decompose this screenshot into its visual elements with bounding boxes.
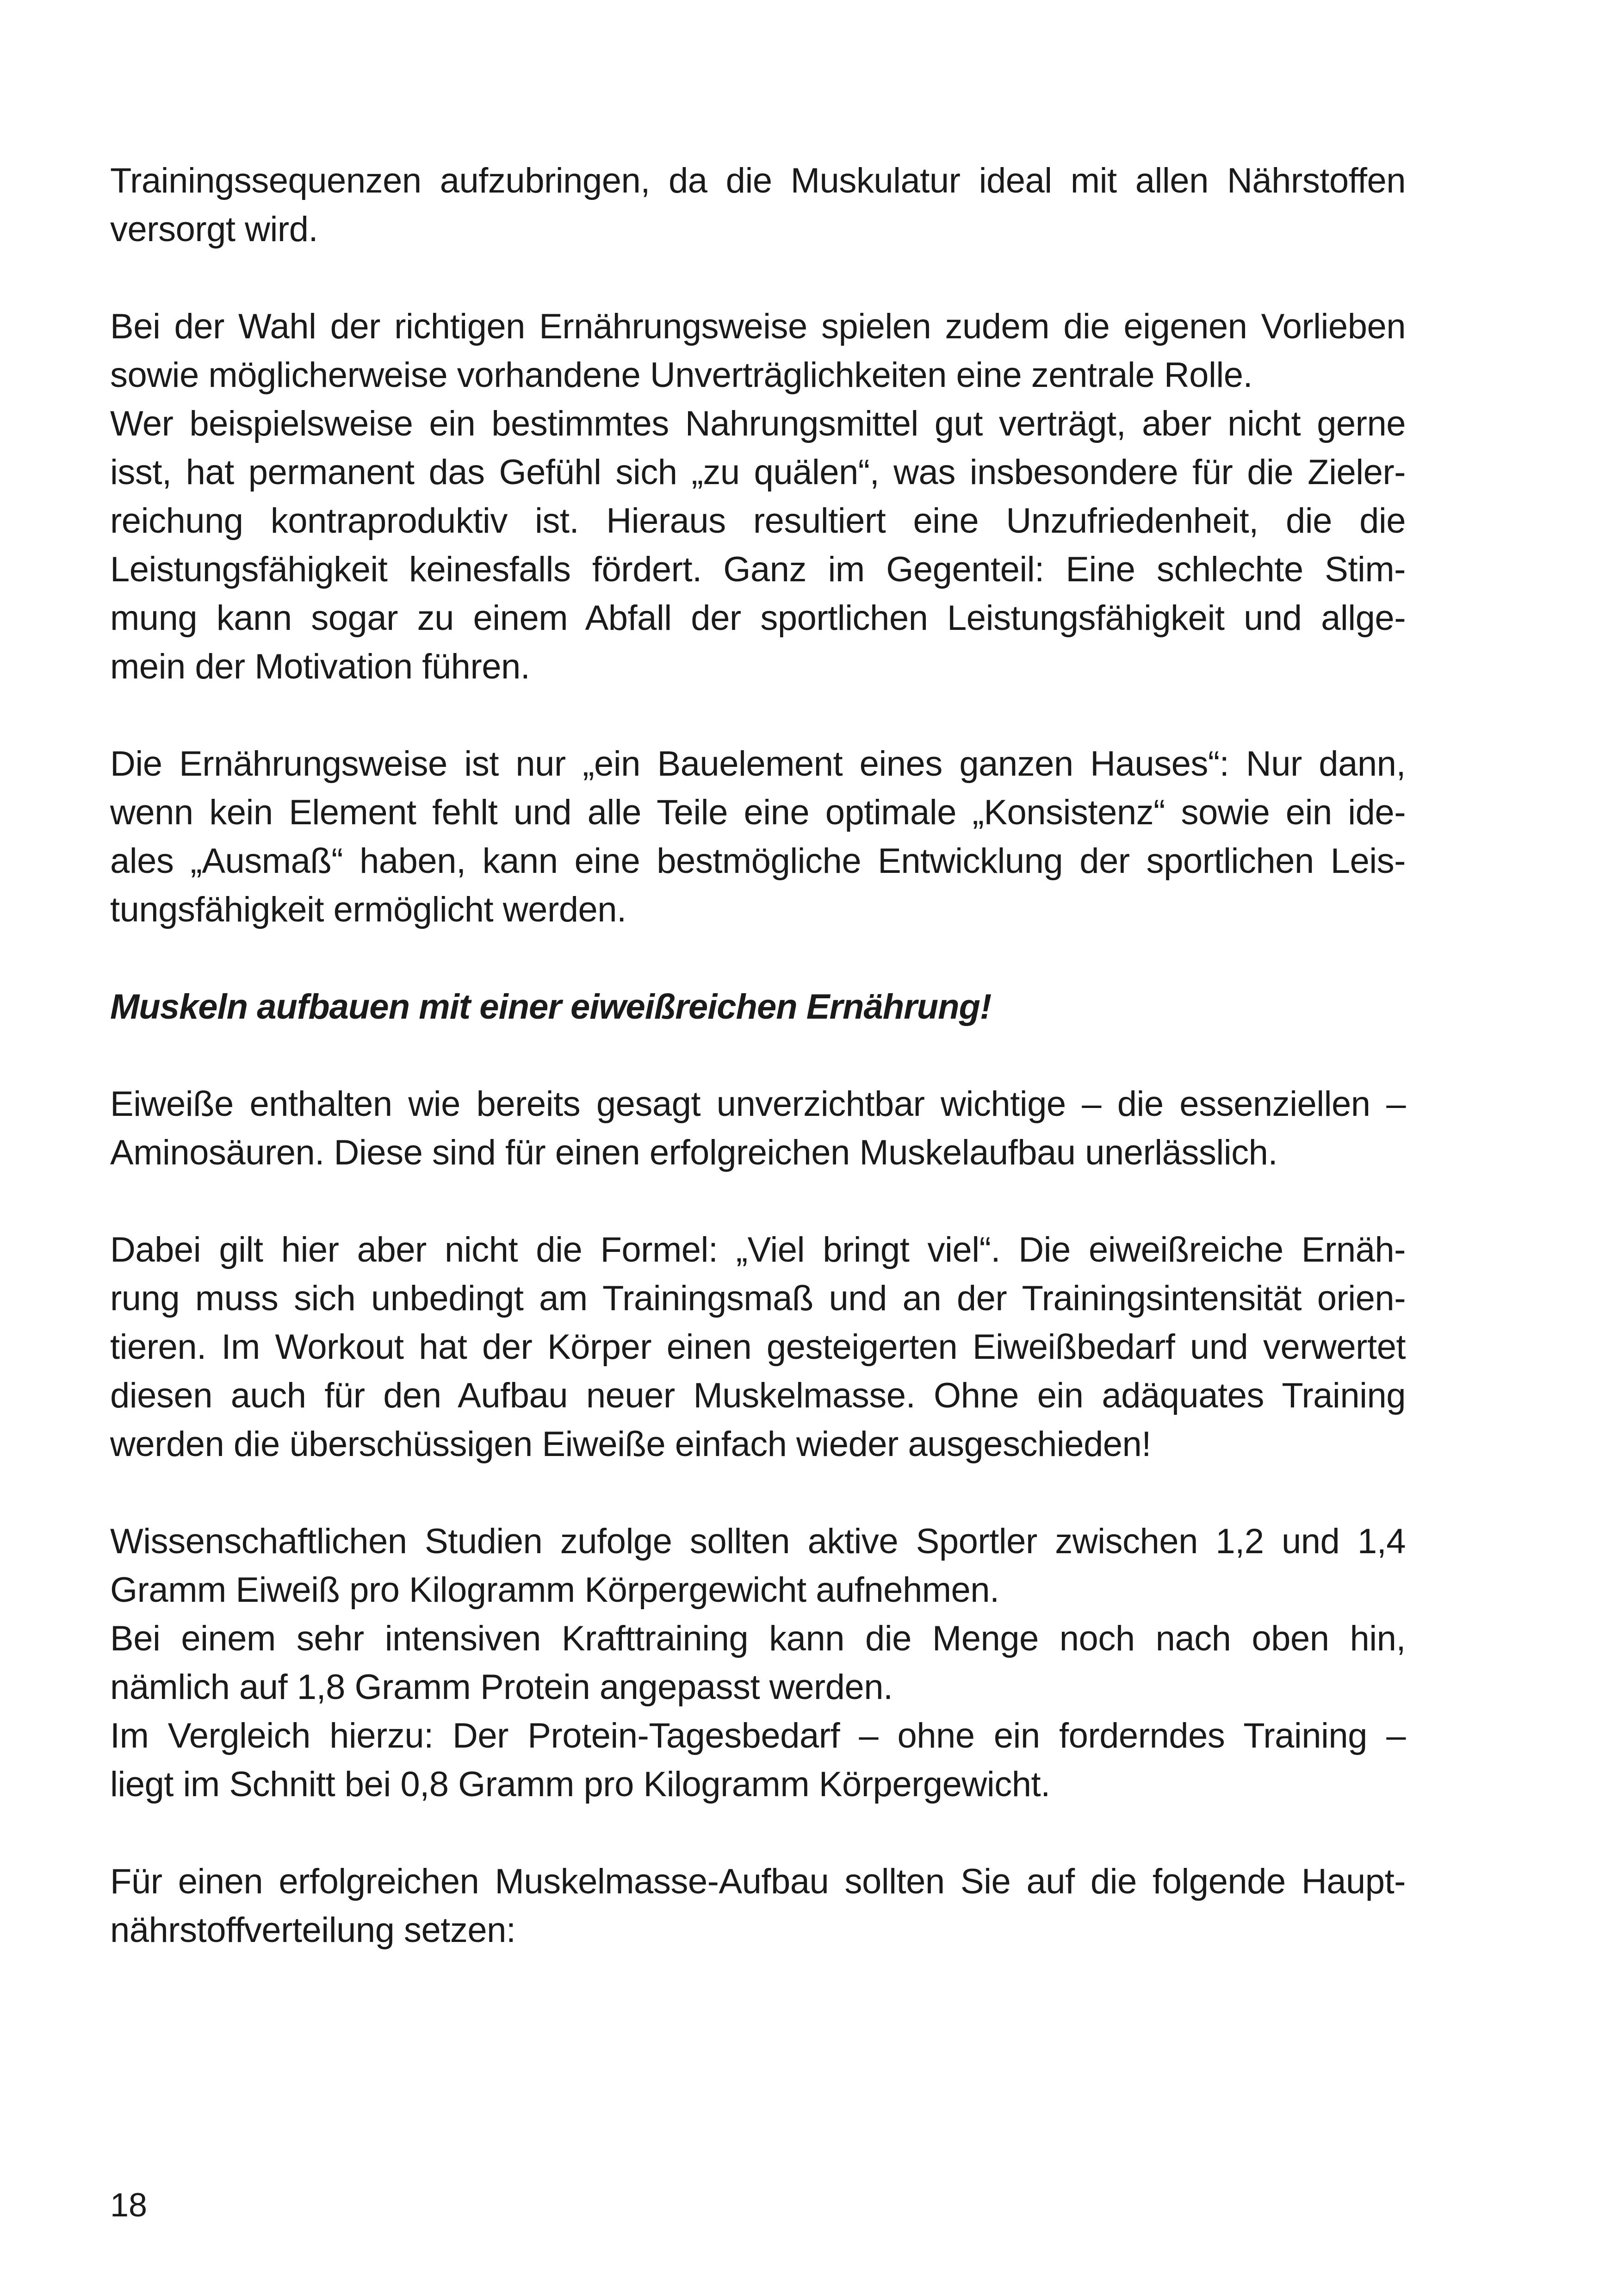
- text-line: werden die überschüssigen Eiweiße einfach wieder ausgeschieden!: [110, 1425, 1151, 1464]
- paragraph: [110, 1857, 1406, 1954]
- text-line: Wer beispielsweise ein bestimmtes Nahrungsmittel gut verträgt, aber nicht gerne: [110, 404, 1406, 443]
- text-line: mein der Motivation führen.: [110, 647, 530, 686]
- text-line: Wissenschaftlichen Studien zufolge sollten aktive Sportler zwischen 1,2 und 1,4: [110, 1522, 1406, 1561]
- paragraph: [110, 740, 1406, 934]
- text-line: isst, hat permanent das Gefühl sich „zu quälen“, was insbesondere für die Zieler-: [110, 453, 1406, 492]
- paragraph: [110, 1080, 1406, 1177]
- text-line: Aminosäuren. Diese sind für einen erfolgreichen Muskelaufbau unerlässlich.: [110, 1133, 1278, 1172]
- text-line: Gramm Eiweiß pro Kilogramm Körpergewicht aufnehmen.: [110, 1570, 999, 1610]
- text-line: nämlich auf 1,8 Gramm Protein angepasst werden.: [110, 1668, 893, 1707]
- text-line: Eiweiße enthalten wie bereits gesagt unverzichtbar wichtige – die essenziellen –: [110, 1084, 1406, 1124]
- text-line: Dabei gilt hier aber nicht die Formel: „Viel bringt viel“. Die eiweißreiche Ernäh-: [110, 1230, 1406, 1269]
- page-number: 18: [110, 2187, 148, 2224]
- text-line: Bei der Wahl der richtigen Ernährungsweise spielen zudem die eigenen Vorlieben: [110, 307, 1406, 346]
- paragraph: [110, 1517, 1406, 1809]
- text-line: wenn kein Element fehlt und alle Teile eine optimale „Konsistenz“ sowie ein ide-: [110, 793, 1406, 832]
- text-line: tungsfähigkeit ermöglicht werden.: [110, 890, 626, 929]
- paragraph: [110, 302, 1406, 691]
- section-heading: Muskeln aufbauen mit einer eiweißreichen Ernährung!: [110, 987, 992, 1027]
- paragraph: [110, 1226, 1406, 1468]
- page-body: [110, 156, 1406, 1954]
- text-line: Bei einem sehr intensiven Krafttraining kann die Menge noch nach oben hin,: [110, 1619, 1406, 1658]
- text-line: sowie möglicherweise vorhandene Unverträglichkeiten eine zentrale Rolle.: [110, 355, 1253, 395]
- paragraph: [110, 156, 1406, 254]
- text-line: nährstoffverteilung setzen:: [110, 1910, 516, 1950]
- text-line: rung muss sich unbedingt am Trainingsmaß und an der Trainingsintensität orien-: [110, 1279, 1406, 1318]
- text-line: Leistungsfähigkeit keinesfalls fördert. Ganz im Gegenteil: Eine schlechte Stim-: [110, 550, 1406, 589]
- text-line: versorgt wird.: [110, 210, 318, 249]
- text-line: reichung kontraproduktiv ist. Hieraus resultiert eine Unzufriedenheit, die die: [110, 501, 1406, 541]
- text-line: Im Vergleich hierzu: Der Protein-Tagesbedarf – ohne ein forderndes Training –: [110, 1716, 1406, 1755]
- text-line: mung kann sogar zu einem Abfall der sportlichen Leistungsfähigkeit und allge-: [110, 598, 1406, 638]
- text-line: ales „Ausmaß“ haben, kann eine bestmögliche Entwicklung der sportlichen Leis-: [110, 841, 1406, 881]
- text-line: Die Ernährungsweise ist nur „ein Bauelement eines ganzen Hauses“: Nur dann,: [110, 744, 1406, 784]
- text-line: Trainingssequenzen aufzubringen, da die Muskulatur ideal mit allen Nährstoffen: [110, 161, 1406, 200]
- text-line: Für einen erfolgreichen Muskelmasse-Aufbau sollten Sie auf die folgende Haupt-: [110, 1862, 1406, 1901]
- text-line: tieren. Im Workout hat der Körper einen gesteigerten Eiweißbedarf und verwertet: [110, 1327, 1406, 1367]
- text-line: diesen auch für den Aufbau neuer Muskelmasse. Ohne ein adäquates Training: [110, 1376, 1406, 1415]
- text-line: liegt im Schnitt bei 0,8 Gramm pro Kilogramm Körpergewicht.: [110, 1765, 1050, 1804]
